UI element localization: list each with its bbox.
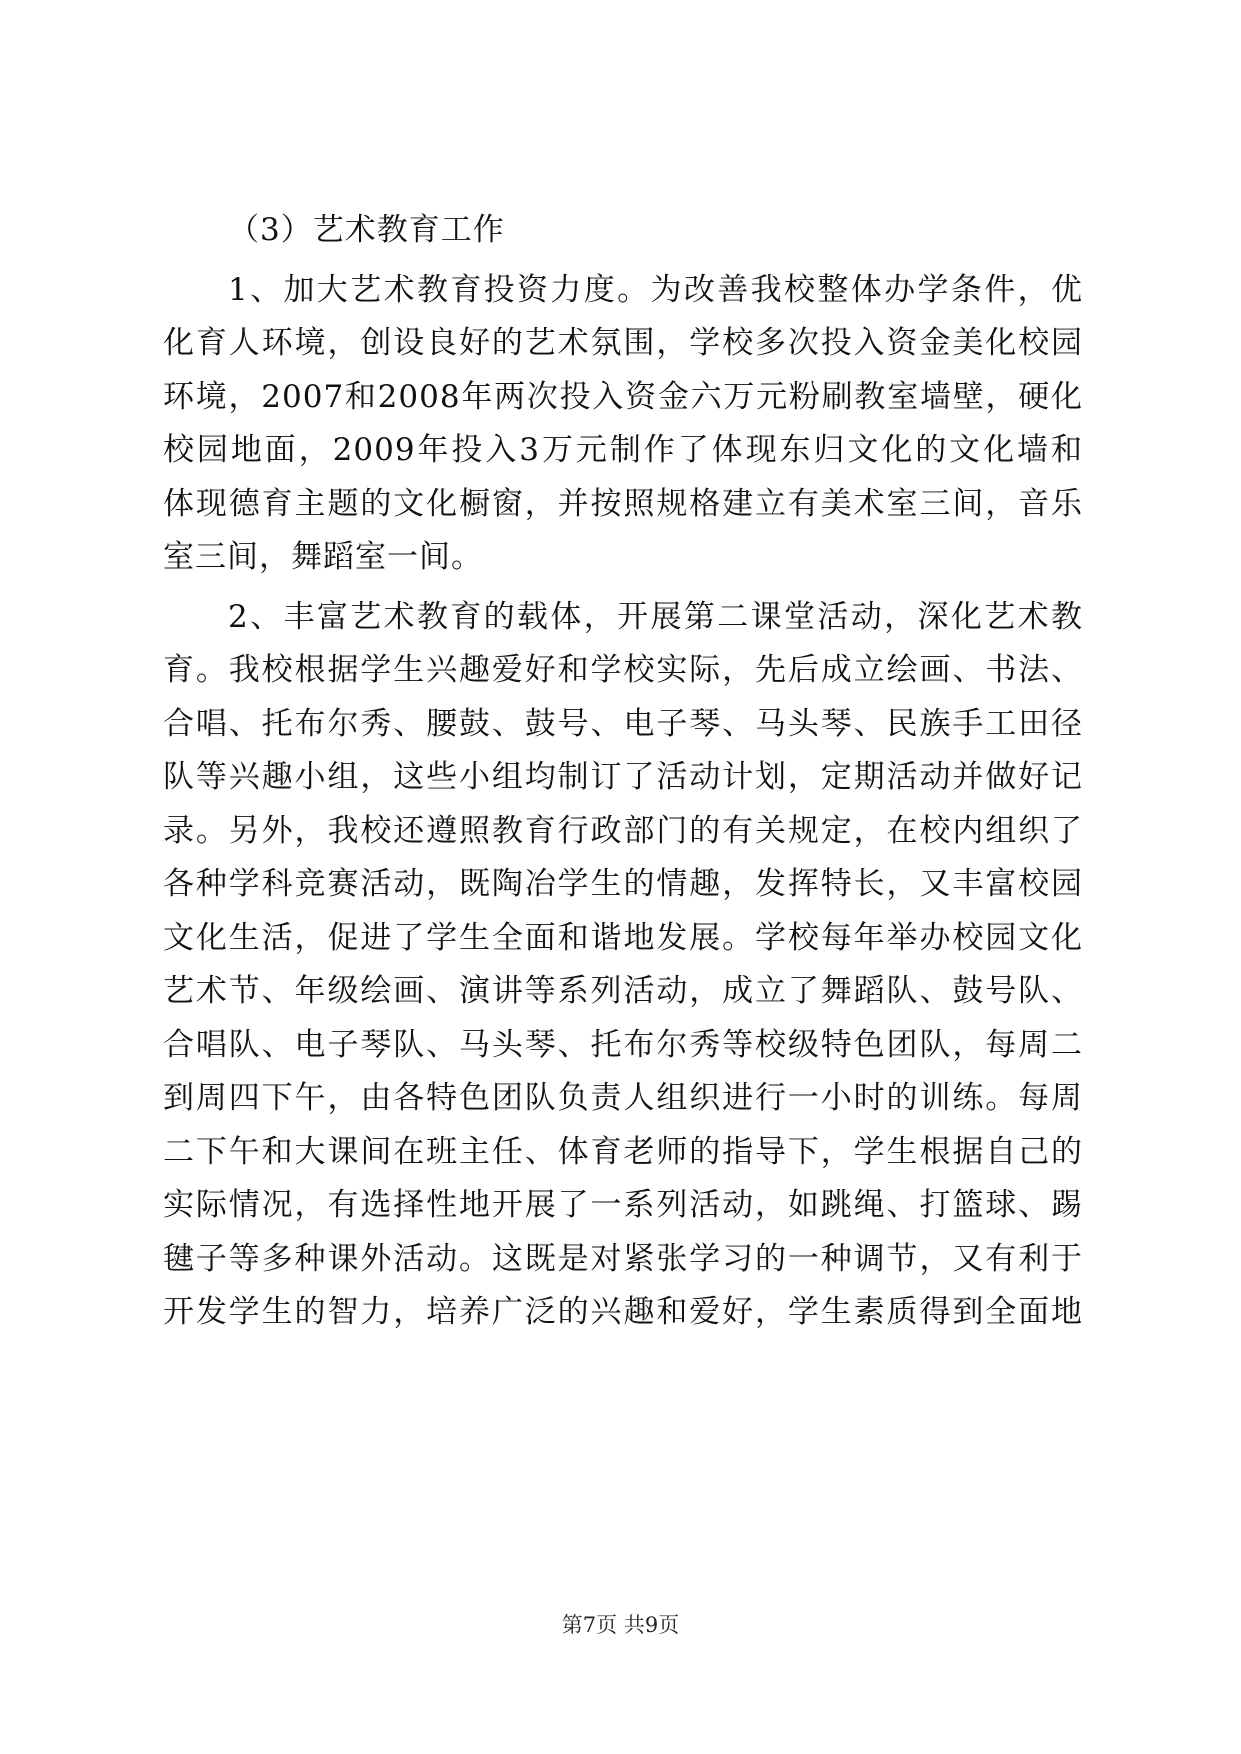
- paragraph-line: 环境，2007和2008年两次投入资金六万元粉刷教室墙壁，硬化: [163, 379, 1083, 415]
- paragraph-line: 文化生活，促进了学生全面和谐地发展。学校每年举办校园文化: [163, 920, 1083, 956]
- paragraph-line: 二下午和大课间在班主任、体育老师的指导下，学生根据自己的: [163, 1134, 1083, 1170]
- paragraph-line: 到周四下午，由各特色团队负责人组织进行一小时的训练。每周: [163, 1080, 1083, 1116]
- paragraph-line: 各种学科竞赛活动，既陶冶学生的情趣，发挥特长，又丰富校园: [163, 866, 1083, 902]
- paragraph-line: 合唱、托布尔秀、腰鼓、鼓号、电子琴、马头琴、民族手工田径: [163, 706, 1083, 742]
- paragraph-line: 1、加大艺术教育投资力度。为改善我校整体办学条件，优: [228, 272, 1083, 308]
- paragraph-line: 化育人环境，创设良好的艺术氛围，学校多次投入资金美化校园: [163, 325, 1083, 361]
- paragraph-line: 2、丰富艺术教育的载体，开展第二课堂活动，深化艺术教: [228, 599, 1083, 635]
- paragraph-line: 开发学生的智力，培养广泛的兴趣和爱好，学生素质得到全面地: [163, 1294, 1083, 1330]
- section-heading: （3）艺术教育工作: [228, 212, 505, 248]
- paragraph-line: 室三间，舞蹈室一间。: [163, 539, 483, 575]
- paragraph-line: 毽子等多种课外活动。这既是对紧张学习的一种调节，又有利于: [163, 1241, 1083, 1277]
- paragraph-line: 育。我校根据学生兴趣爱好和学校实际，先后成立绘画、书法、: [163, 652, 1083, 688]
- page-number-footer: 第7页 共9页: [561, 1613, 680, 1637]
- paragraph-line: 录。另外，我校还遵照教育行政部门的有关规定，在校内组织了: [163, 813, 1083, 849]
- paragraph-line: 体现德育主题的文化橱窗，并按照规格建立有美术室三间，音乐: [163, 486, 1083, 522]
- paragraph-line: 实际情况，有选择性地开展了一系列活动，如跳绳、打篮球、踢: [163, 1187, 1083, 1223]
- paragraph-line: 校园地面，2009年投入3万元制作了体现东归文化的文化墙和: [163, 432, 1083, 468]
- paragraph-line: 合唱队、电子琴队、马头琴、托布尔秀等校级特色团队，每周二: [163, 1027, 1083, 1063]
- paragraph-line: 队等兴趣小组，这些小组均制订了活动计划，定期活动并做好记: [163, 759, 1083, 795]
- paragraph-line: 艺术节、年级绘画、演讲等系列活动，成立了舞蹈队、鼓号队、: [163, 973, 1083, 1009]
